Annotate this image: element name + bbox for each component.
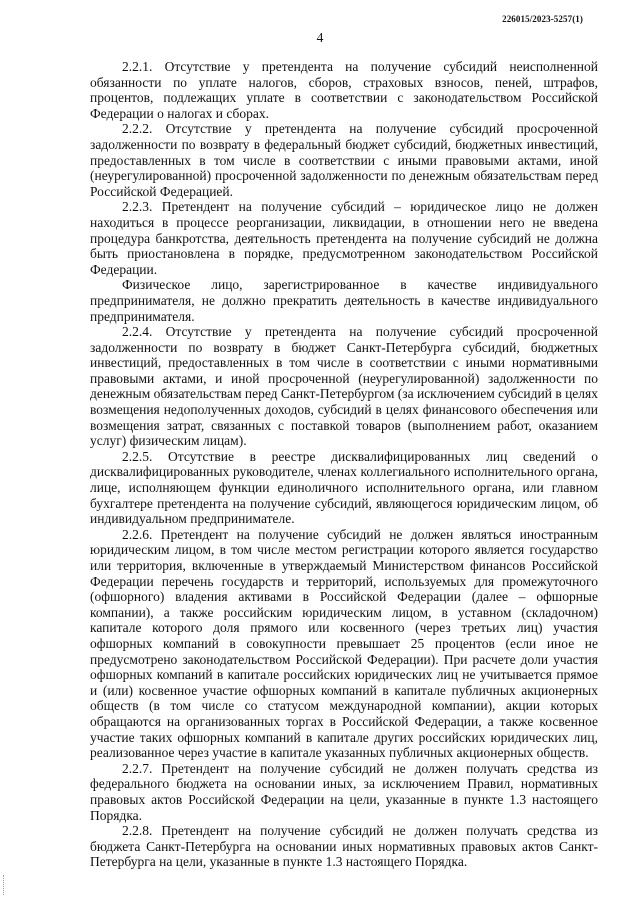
paragraph-2-2-4: 2.2.4. Отсутствие у претендента на получение субсидий просроченной задолженности по возврату в бюджет Санкт-Петербурга субсидий, бюджетных инвестиций, предоставленных в том числе в соответствии с иными нормативными правовыми актами, и иной просроченной (неурегулированной) задолженности по денежным обязательствам перед Санкт-Петербургом (за исключением субсидий в целях возмещения недополученных доходов, субсидий в целях финансового обеспечения или возмещения затрат, связанных с поставкой товаров (выполнением работ, оказанием услуг) физическим лицам).	[90, 324, 598, 449]
paragraph-2-2-3: 2.2.3. Претендент на получение субсидий – юридическое лицо не должен находиться в процессе реорганизации, ликвидации, в отношении него не введена процедура банкротства, деятельность претендента на получение субсидий не должна быть приостановлена в порядке, предусмотренном законодательством Российской Федерации.	[90, 199, 598, 277]
paragraph-2-2-1: 2.2.1. Отсутствие у претендента на получение субсидий неисполненной обязанности по уплате налогов, сборов, страховых взносов, пеней, штрафов, процентов, подлежащих уплате в соответствии с законодательством Российской Федерации о налогах и сборах.	[90, 59, 598, 121]
paragraph-individual-entrepreneur: Физическое лицо, зарегистрированное в качестве индивидуального предпринимателя, не должно прекратить деятельность в качестве индивидуального предпринимателя.	[90, 277, 598, 324]
paragraph-2-2-7: 2.2.7. Претендент на получение субсидий не должен получать средства из федерального бюджета на основании иных, за исключением Правил, нормативных правовых актов Российской Федерации на цели, указанные в пункте 1.3 настоящего Порядка.	[90, 760, 598, 823]
paragraph-2-2-2: 2.2.2. Отсутствие у претендента на получение субсидий просроченной задолженности по возврату в федеральный бюджет субсидий, бюджетных инвестиций, предоставленных в том числе в соответствии с иными правовыми актами, иной (неурегулированной) просроченной задолженности по денежным обязательствам перед Российской Федерацией.	[90, 121, 598, 199]
scan-edge-mark	[3, 875, 6, 895]
page-number: 4	[316, 30, 324, 45]
document-registration-number: 226015/2023-5257(1)	[502, 14, 583, 24]
paragraph-2-2-8: 2.2.8. Претендент на получение субсидий не должен получать средства из бюджета Санкт-Петербурга на основании иных нормативных правовых актов Санкт-Петербурга на цели, указанные в пункте 1.3 настоящего Порядка.	[90, 823, 598, 870]
paragraph-2-2-6: 2.2.6. Претендент на получение субсидий не должен являться иностранным юридическим лицом, в том числе местом регистрации которого является государство или территория, включенные в утверждаемый Министерством финансов Российской Федерации перечень государств и территорий, используемых для промежуточного (офшорного) владения активами в Российской Федерации (далее – офшорные компании), а также российским юридическим лицом, в уставном (складочном) капитале которого доля прямого или косвенного (через третьих лиц) участия офшорных компаний в совокупности превышает 25 процентов (если иное не предусмотрено законодательством Российской Федерации). При расчете доли участия офшорных компаний в капитале российских юридических лиц не учитывается прямое и (или) косвенное участие офшорных компаний в капитале публичных акционерных обществ (в том числе со статусом международной компании), акции которых обращаются на организованных торгах в Российской Федерации, а также косвенное участие таких офшорных компаний в капитале других российских юридических лиц, реализованное через участие в капитале указанных публичных акционерных обществ.	[90, 526, 598, 761]
paragraph-2-2-5: 2.2.5. Отсутствие в реестре дисквалифицированных лиц сведений о дисквалифицированных руководителе, членах коллегиального исполнительного органа, лице, исполняющем функции единоличного исполнительного органа, или главном бухгалтере претендента на получение субсидий, являющегося юридическим лицом, об индивидуальном предпринимателе.	[90, 448, 598, 527]
document-body	[90, 59, 598, 870]
